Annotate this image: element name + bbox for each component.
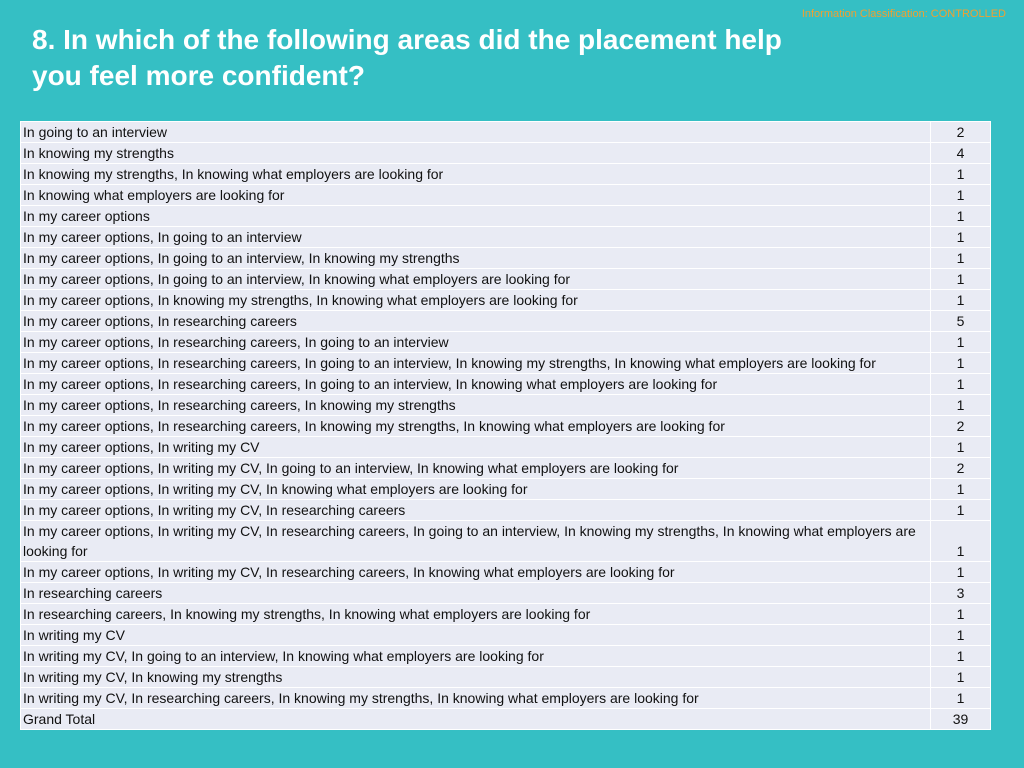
row-count: 1 <box>931 667 991 688</box>
row-label: In knowing what employers are looking for <box>21 185 931 206</box>
table-row <box>21 206 991 227</box>
row-label: In writing my CV <box>21 625 931 646</box>
row-count: 1 <box>931 164 991 185</box>
table-body <box>21 122 991 730</box>
table-row <box>21 332 991 353</box>
table-row <box>21 248 991 269</box>
table-row <box>21 709 991 730</box>
row-label: In my career options, In knowing my strengths, In knowing what employers are looking for <box>21 290 931 311</box>
row-count: 1 <box>931 688 991 709</box>
table-row <box>21 521 991 562</box>
table-row <box>21 416 991 437</box>
row-label: In writing my CV, In going to an interview, In knowing what employers are looking for <box>21 646 931 667</box>
row-count: 1 <box>931 185 991 206</box>
table-row <box>21 143 991 164</box>
row-count: 1 <box>931 500 991 521</box>
row-label: In my career options, In researching careers, In going to an interview, In knowing my strengths, In knowing what employers are looking for <box>21 353 931 374</box>
table-row <box>21 185 991 206</box>
table-row <box>21 458 991 479</box>
classification-label: Information Classification: CONTROLLED <box>801 8 1006 20</box>
table-row <box>21 479 991 500</box>
row-label: In my career options <box>21 206 931 227</box>
row-count: 1 <box>931 290 991 311</box>
row-count: 1 <box>931 269 991 290</box>
table-row <box>21 562 991 583</box>
row-count: 1 <box>931 374 991 395</box>
row-count: 2 <box>931 458 991 479</box>
row-label: In my career options, In researching careers, In going to an interview <box>21 332 931 353</box>
row-label: In researching careers, In knowing my strengths, In knowing what employers are looking for <box>21 604 931 625</box>
row-count: 1 <box>931 562 991 583</box>
table-row <box>21 269 991 290</box>
table-row <box>21 604 991 625</box>
row-count: 1 <box>931 206 991 227</box>
table-row <box>21 122 991 143</box>
row-label: In my career options, In writing my CV, In going to an interview, In knowing what employers are looking for <box>21 458 931 479</box>
row-label: In researching careers <box>21 583 931 604</box>
row-count: 1 <box>931 437 991 458</box>
row-count: 1 <box>931 479 991 500</box>
row-label: In my career options, In going to an interview, In knowing my strengths <box>21 248 931 269</box>
row-count: 4 <box>931 143 991 164</box>
table-row <box>21 374 991 395</box>
row-label: In my career options, In researching careers, In knowing my strengths <box>21 395 931 416</box>
row-label: In my career options, In researching careers <box>21 311 931 332</box>
results-table <box>20 121 990 730</box>
row-count: 1 <box>931 248 991 269</box>
table-row <box>21 164 991 185</box>
row-label: In knowing my strengths <box>21 143 931 164</box>
table-row <box>21 646 991 667</box>
row-count: 1 <box>931 646 991 667</box>
table-row <box>21 583 991 604</box>
row-label: In going to an interview <box>21 122 931 143</box>
row-label: In my career options, In writing my CV, In researching careers <box>21 500 931 521</box>
row-count: 1 <box>931 604 991 625</box>
row-label: In my career options, In writing my CV, In researching careers, In knowing what employers are looking for <box>21 562 931 583</box>
row-label: In my career options, In researching careers, In going to an interview, In knowing what employers are looking for <box>21 374 931 395</box>
table-row <box>21 227 991 248</box>
row-count: 3 <box>931 583 991 604</box>
table-row <box>21 500 991 521</box>
table-row <box>21 437 991 458</box>
row-count: 5 <box>931 311 991 332</box>
row-label: In writing my CV, In knowing my strengths <box>21 667 931 688</box>
row-count: 1 <box>931 521 991 562</box>
row-label: In knowing my strengths, In knowing what employers are looking for <box>21 164 931 185</box>
row-label: In my career options, In researching careers, In knowing my strengths, In knowing what employers are looking for <box>21 416 931 437</box>
row-count: 2 <box>931 416 991 437</box>
row-label: In my career options, In writing my CV <box>21 437 931 458</box>
table-row <box>21 625 991 646</box>
row-label: In writing my CV, In researching careers, In knowing my strengths, In knowing what employers are looking for <box>21 688 931 709</box>
table-row <box>21 290 991 311</box>
row-count: 1 <box>931 227 991 248</box>
page-title: 8. In which of the following areas did the placement help you feel more confident? <box>32 24 782 91</box>
table-row <box>21 395 991 416</box>
table-row <box>21 688 991 709</box>
row-count: 2 <box>931 122 991 143</box>
row-count: 1 <box>931 625 991 646</box>
row-count: 1 <box>931 395 991 416</box>
row-count: 1 <box>931 353 991 374</box>
row-label: In my career options, In going to an interview <box>21 227 931 248</box>
table-row <box>21 353 991 374</box>
row-label: In my career options, In going to an interview, In knowing what employers are looking for <box>21 269 931 290</box>
row-label: Grand Total <box>21 709 931 730</box>
row-count: 39 <box>931 709 991 730</box>
table-row <box>21 311 991 332</box>
row-label: In my career options, In writing my CV, In knowing what employers are looking for <box>21 479 931 500</box>
row-label: In my career options, In writing my CV, In researching careers, In going to an interview, In knowing my strengths, In knowing what employers are looking for <box>21 521 931 562</box>
row-count: 1 <box>931 332 991 353</box>
table-row <box>21 667 991 688</box>
